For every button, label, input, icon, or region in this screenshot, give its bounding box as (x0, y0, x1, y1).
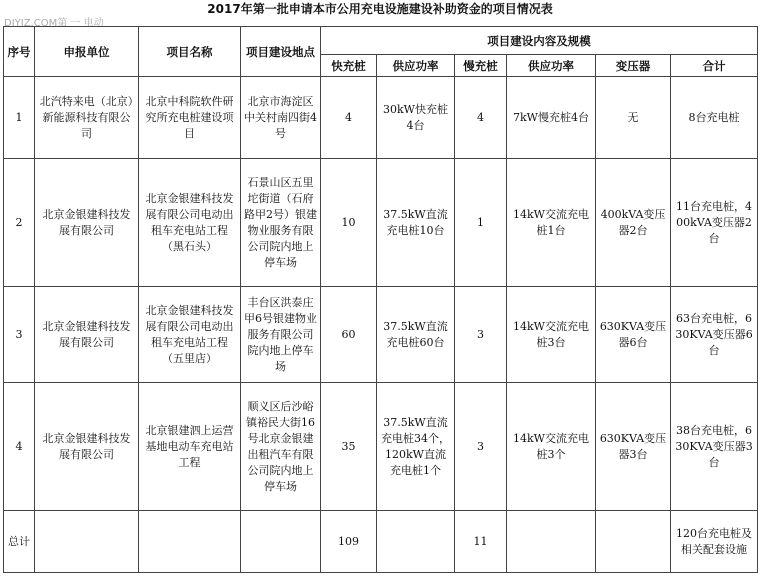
summary-total: 120台充电桩及相关配套设施 (671, 511, 758, 573)
cell-unit: 北京金银建科技发展有限公司 (35, 287, 139, 383)
cell-slow-power: 14kW交流充电桩3个 (507, 383, 596, 511)
header-row-1 (4, 27, 758, 55)
cell-slow-power: 14kW交流充电桩3台 (507, 287, 596, 383)
header-total: 合计 (671, 55, 758, 77)
header-slow: 慢充桩 (455, 55, 507, 77)
cell-slow: 4 (455, 77, 507, 159)
table-row (4, 77, 758, 159)
header-content: 项目建设内容及规模 (321, 27, 758, 55)
summary-empty (377, 511, 455, 573)
cell-fast-power: 37.5kW直流充电桩10台 (377, 159, 455, 287)
cell-total: 8台充电桩 (671, 77, 758, 159)
summary-slow: 11 (455, 511, 507, 573)
cell-total: 63台充电桩，630KVA变压器6台 (671, 287, 758, 383)
cell-fast: 10 (321, 159, 377, 287)
cell-transformer: 630KVA变压器3台 (596, 383, 671, 511)
cell-location: 丰台区洪泰庄甲6号银建物业服务有限公司院内地上停车场 (241, 287, 321, 383)
cell-fast-power: 37.5kW直流充电桩60台 (377, 287, 455, 383)
header-seq: 序号 (4, 27, 35, 77)
cell-slow: 3 (455, 383, 507, 511)
cell-seq: 3 (4, 287, 35, 383)
table-row (4, 159, 758, 287)
header-fast: 快充桩 (321, 55, 377, 77)
cell-location: 顺义区后沙峪镇裕民大街16号北京金银建出租汽车有限公司院内地上停车场 (241, 383, 321, 511)
table-row (4, 383, 758, 511)
project-table (3, 26, 758, 573)
cell-transformer: 400kVA变压器2台 (596, 159, 671, 287)
cell-transformer: 无 (596, 77, 671, 159)
summary-label: 总计 (4, 511, 35, 573)
cell-fast-power: 30kW快充桩4台 (377, 77, 455, 159)
cell-seq: 2 (4, 159, 35, 287)
summary-fast: 109 (321, 511, 377, 573)
summary-empty (596, 511, 671, 573)
header-transformer: 变压器 (596, 55, 671, 77)
cell-slow-power: 14kW交流充电桩1台 (507, 159, 596, 287)
cell-location: 石景山区五里坨街道（石府路甲2号）银建物业服务有限公司院内地上停车场 (241, 159, 321, 287)
summary-empty (241, 511, 321, 573)
header-project: 项目名称 (139, 27, 241, 77)
cell-slow-power: 7kW慢充桩4台 (507, 77, 596, 159)
cell-unit: 北京金银建科技发展有限公司 (35, 383, 139, 511)
summary-empty (139, 511, 241, 573)
cell-project: 北京银建泗上运营基地电动车充电站工程 (139, 383, 241, 511)
cell-fast: 4 (321, 77, 377, 159)
header-location: 项目建设地点 (241, 27, 321, 77)
cell-slow: 3 (455, 287, 507, 383)
watermark: DIYIZ.COM第 一 电动 (4, 18, 104, 29)
table-title: 2017年第一批申请本市公用充电设施建设补助资金的项目情况表 (207, 2, 553, 16)
summary-empty (507, 511, 596, 573)
cell-project: 北京金银建科技发展有限公司电动出租车充电站工程（黑石头） (139, 159, 241, 287)
cell-transformer: 630KVA变压器6台 (596, 287, 671, 383)
header-fast-power: 供应功率 (377, 55, 455, 77)
cell-fast: 60 (321, 287, 377, 383)
cell-fast-power: 37.5kW直流充电桩34个，120kW直流充电桩1个 (377, 383, 455, 511)
table-row (4, 287, 758, 383)
cell-slow: 1 (455, 159, 507, 287)
cell-total: 38台充电桩，630KVA变压器3台 (671, 383, 758, 511)
header-unit: 申报单位 (35, 27, 139, 77)
cell-unit: 北京金银建科技发展有限公司 (35, 159, 139, 287)
cell-seq: 1 (4, 77, 35, 159)
cell-total: 11台充电桩，400kVA变压器2台 (671, 159, 758, 287)
cell-project: 北京中科院软件研究所充电桩建设项目 (139, 77, 241, 159)
header-slow-power: 供应功率 (507, 55, 596, 77)
cell-project: 北京金银建科技发展有限公司电动出租车充电站工程（五里店） (139, 287, 241, 383)
cell-unit: 北汽特来电（北京）新能源科技有限公司 (35, 77, 139, 159)
summary-row (4, 511, 758, 573)
cell-fast: 35 (321, 383, 377, 511)
summary-empty (35, 511, 139, 573)
cell-seq: 4 (4, 383, 35, 511)
cell-location: 北京市海淀区中关村南四街4号 (241, 77, 321, 159)
